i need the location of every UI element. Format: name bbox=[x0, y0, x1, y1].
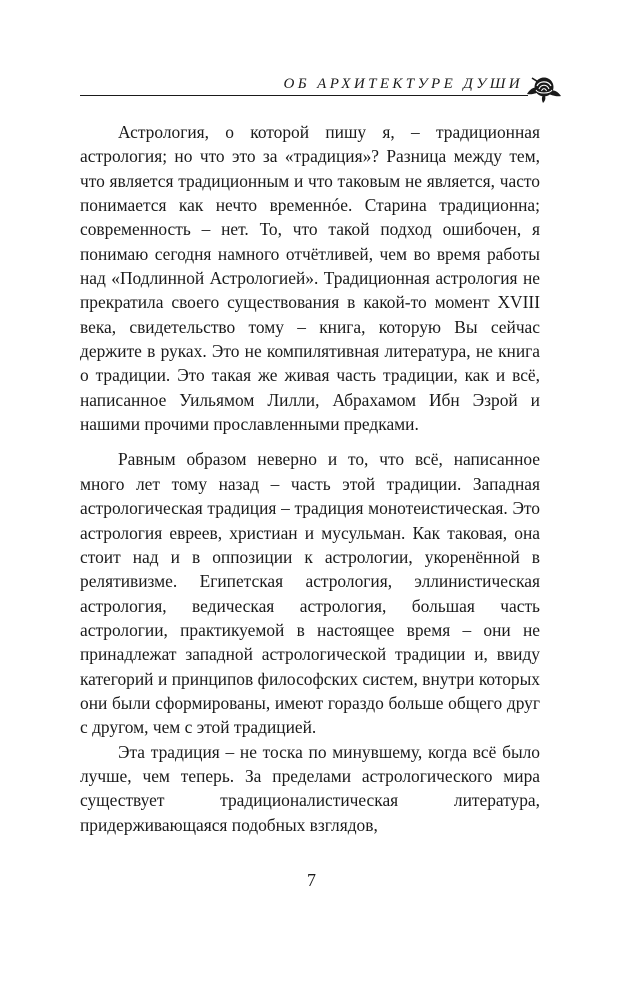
paragraph-2: Равным образом неверно и то, что всё, написанное много лет тому назад – часть этой традиции. Западная астрологическая традиция – традиция монотеистическая. Это астрология евреев, христиан и мусульман. Как таковая, она стоит над и в оппозиции к астрологии, укоренённой в релятивизме. Египетская астрология, эллинистическая астрология, ведическая астрология, большая часть астрологии, практикуемой в настоящее время – они не принадлежат западной астрологической традиции и, ввиду категорий и принципов философских систем, внутри которых они были сформированы, имеют гораздо больше общего друг с другом, чем с этой традицией. bbox=[80, 449, 540, 738]
paragraph-1: Астрология, о которой пишу я, – традиционная астрология; но что это за «традиция»? Разница между тем, что является традиционным и что таковым не является, часто понимается как нечто временнóе. Старина традиционна; современность – нет. То, что такой подход ошибочен, я понимаю сегодня намного отчётливей, чем во время работы над «Подлинной Астрологией». Традиционная астрология не прекратила своего существования в какой-то момент XVIII века, свидетельство тому – книга, которую Вы сейчас держите в руках. Это не компилятивная литература, не книга о традиции. Это такая же живая часть традиции, как и всё, написанное Уильямом Лилли, Абрахамом Ибн Эзрой и нашими прочими прославленными предками. bbox=[80, 122, 540, 435]
body-text bbox=[80, 120, 540, 837]
running-head bbox=[0, 72, 623, 112]
running-head-title: ОБ АРХИТЕКТУРЕ ДУШИ bbox=[283, 76, 523, 92]
running-head-rule bbox=[80, 95, 528, 96]
paragraph-3: Эта традиция – не тоска по минувшему, когда всё было лучше, чем теперь. За пределами астрологического мира существует традиционалистическая литература, придерживающаяся подобных взглядов, bbox=[80, 741, 540, 835]
rose-ornament-icon bbox=[523, 72, 565, 106]
page-number: 7 bbox=[307, 870, 316, 890]
